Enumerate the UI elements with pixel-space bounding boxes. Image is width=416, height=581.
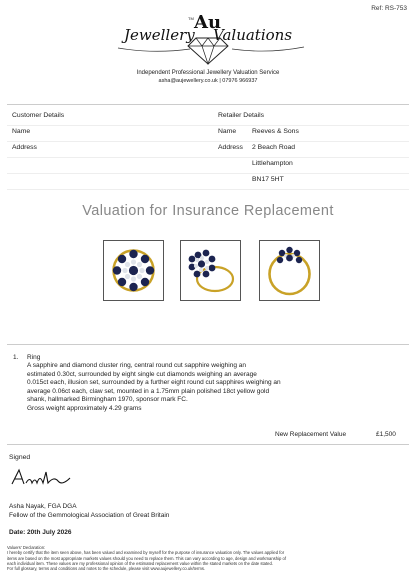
customer-name-label: Name xyxy=(12,128,31,135)
divider xyxy=(7,344,409,345)
document-title: Valuation for Insurance Replacement xyxy=(82,203,334,219)
item-name: Ring xyxy=(27,354,41,361)
declaration-heading: Valuers' Declaration: xyxy=(7,545,46,550)
description-line: shank, hallmarked Birmingham 1970, sponsor mark FC. xyxy=(27,396,188,404)
reference-number: Ref: RS-753 xyxy=(371,5,407,12)
brand-word-valuations: Valuations xyxy=(213,26,293,44)
description-line: Gross weight approximately 4.29 grams xyxy=(27,404,142,412)
retailer-address-line: BN17 5HT xyxy=(252,176,284,183)
description-line: A sapphire and diamond cluster ring, central round cut sapphire weighing an xyxy=(27,362,246,369)
ring-photo-top xyxy=(103,240,164,301)
item-description xyxy=(27,362,372,414)
retailer-address-line: 2 Beach Road xyxy=(252,144,296,151)
brand-word-jewellery: Jewellery xyxy=(124,26,195,44)
brand-logo-au: Au xyxy=(194,12,222,33)
row-line xyxy=(7,141,409,142)
item-number: 1. xyxy=(13,354,19,361)
retailer-address-label: Address xyxy=(218,144,243,151)
valuers-declaration xyxy=(7,545,407,571)
retailer-heading: Retailer Details xyxy=(218,112,265,119)
divider xyxy=(7,444,409,445)
divider xyxy=(7,104,409,105)
declaration-line: I hereby certify that the item seen above, has been valued and examined by myself for the purpose of insurance valuation only. The values applied for xyxy=(7,550,285,556)
ring-photo-shank xyxy=(259,240,320,301)
customer-address-label: Address xyxy=(12,144,37,151)
valuer-name: Asha Nayak, FGA DGA xyxy=(9,503,77,510)
description-line: 0.015ct each, illusion set, surrounded by a further eight round cut sapphires weighing an xyxy=(27,379,281,387)
declaration-line: For full glossary, terms and conditions and notes to the schedule, please visit www.aujewellery.co.uk/terms. xyxy=(7,566,206,572)
description-line: estimated 0.30ct, surrounded by eight single cut diamonds weighing an average xyxy=(27,370,257,378)
retailer-name-value: Reeves & Sons xyxy=(252,128,299,135)
declaration-line: items are based on the most appropriate markets values should you need to replace them. This can vary according to age, design and workmanship of xyxy=(7,555,287,561)
replacement-value-label: New Replacement Value xyxy=(275,431,347,438)
description-line: average 0.06ct each, claw set, mounted in a 1.75mm plain polished 18ct yellow gold xyxy=(27,387,270,395)
customer-heading: Customer Details xyxy=(12,112,65,119)
retailer-name-label: Name xyxy=(218,128,237,135)
signed-label: Signed xyxy=(9,454,31,461)
signature-icon xyxy=(10,466,74,490)
valuer-title: Fellow of the Gemmological Association of Great Britain xyxy=(9,512,170,519)
brand-flourish-icon xyxy=(114,42,308,56)
replacement-value: £1,500 xyxy=(376,431,396,438)
trademark-mark: TM xyxy=(188,16,194,21)
row-line xyxy=(7,189,409,190)
contact-details: asha@aujewellery.co.uk | 07976 966937 xyxy=(158,78,258,84)
ring-photo-side xyxy=(180,240,241,301)
row-line xyxy=(7,125,409,126)
row-line xyxy=(7,157,409,158)
valuation-date: Date: 20th July 2026 xyxy=(9,529,72,536)
retailer-address-line: Littlehampton xyxy=(252,160,293,167)
declaration-line: each individual item. These values are my professional opinion of the estimated replacement value within the stated markets on the date stated. xyxy=(7,560,273,566)
service-tagline: Independent Professional Jewellery Valuation Service xyxy=(136,70,280,76)
row-line xyxy=(7,173,409,174)
